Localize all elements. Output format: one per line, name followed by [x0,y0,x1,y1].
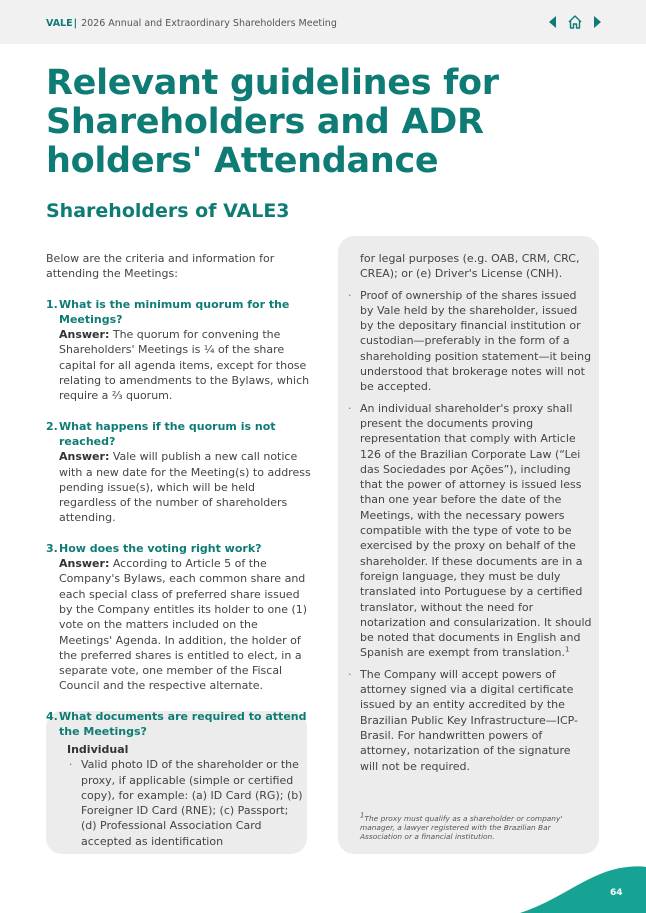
bullet-text: An individual shareholder's proxy shall present the documents proving representation that comply with Article 126 of the Brazilian Corporate Law (“Lei das Sociedades por Ações”), including that the power of attorney is issued less than one year before the date of the Meetings, with the necessary powers compatible with the type of vote to be exercised by the proxy on behalf of the shareholder. If these documents are in a foreign language, they must be duly translated into Portuguese by a certified translator, without the need for notarization and consularization. It should be noted that documents in English and Spanish are exempt from translation. [360,401,592,660]
footnote-reference[interactable]: 1 [564,645,570,654]
answer-text: Vale will publish a new call notice with a new date for the Meeting(s) to address pending issue(s), which will be held regardless of the number of shareholders attending. [59,450,311,525]
faq-number: 4. [46,709,58,723]
bullet-glyph: · [69,758,73,772]
faq-question: How does the voting right work? [59,541,262,555]
faq-number: 1. [46,297,58,311]
page-number: 64 [610,888,623,898]
bullet-continuation: for legal purposes (e.g. OAB, CRM, CRC, CREA); or (e) Driver's License (CNH). [360,252,580,281]
intro-text: Below are the criteria and information for attending the Meetings: [46,252,275,281]
answer-label: Answer: [59,557,110,571]
bullet-text: Valid photo ID of the shareholder or the proxy, if applicable (simple or certified copy), for example: (a) ID Card (RG); (b) Foreigner ID Card (RNE); (c) Passport; (d) Professional Association Card accepted as identification [81,758,303,848]
answer-text: According to Article 5 of the Company's Bylaws, each common share and each special class of preferred share issued by the Company entitles its holder to one (1) vote on the matters included on the Meetings' Agenda. In addition, the holder of the preferred shares is entitled to elect, in a separate vote, one member of the Fiscal Council and the respective alternate. [59,557,308,693]
answer-text: The quorum for convening the Shareholders' Meetings is ¼ of the share capital for all agenda items, except for those relating to amendments to the Bylaws, which require a ⅔ quorum. [59,328,310,403]
faq-number: 2. [46,419,58,433]
bullet-glyph: · [348,288,352,302]
bullet-text: The Company will accept powers of attorney signed via a digital certificate issued by an entity accredited by the Brazilian Public Key Infrastructure—ICP-Brasil. For handwritten powers of attorney, notarization of the signature will not be required. [360,667,579,773]
brand-name: VALE [46,18,73,29]
footnote-marker: 1 [360,811,365,820]
faq-question: What is the minimum quorum for the Meetings? [59,297,290,326]
section-subtitle: Shareholders of VALE3 [46,200,290,222]
breadcrumb-separator: | [73,18,78,29]
answer-label: Answer: [59,450,110,464]
answer-label: Answer: [59,328,110,342]
footnote-text: The proxy must qualify as a shareholder or company' manager, a lawyer registered with the Brazilian Bar Association or a financial institution. [360,814,563,842]
bullet-text: Proof of ownership of the shares issued by Vale held by the shareholder, issued by the depositary financial institution or custodian—preferably in the form of a shareholding position statement—it being understood that brokerage notes will not be accepted. [360,288,592,394]
individual-heading: Individual [67,743,129,756]
faq-question: What documents are required to attend the Meetings? [59,709,307,739]
corner-wave [520,866,646,913]
bullet-glyph: · [348,401,352,415]
bullet-glyph: · [348,667,352,681]
meeting-title: 2026 Annual and Extraordinary Shareholders Meeting [81,18,337,29]
faq-number: 3. [46,541,58,555]
faq-question: What happens if the quorum is not reached? [59,419,276,448]
page-title: Relevant guidelines for Shareholders and ADR holders' Attendance [46,63,499,181]
